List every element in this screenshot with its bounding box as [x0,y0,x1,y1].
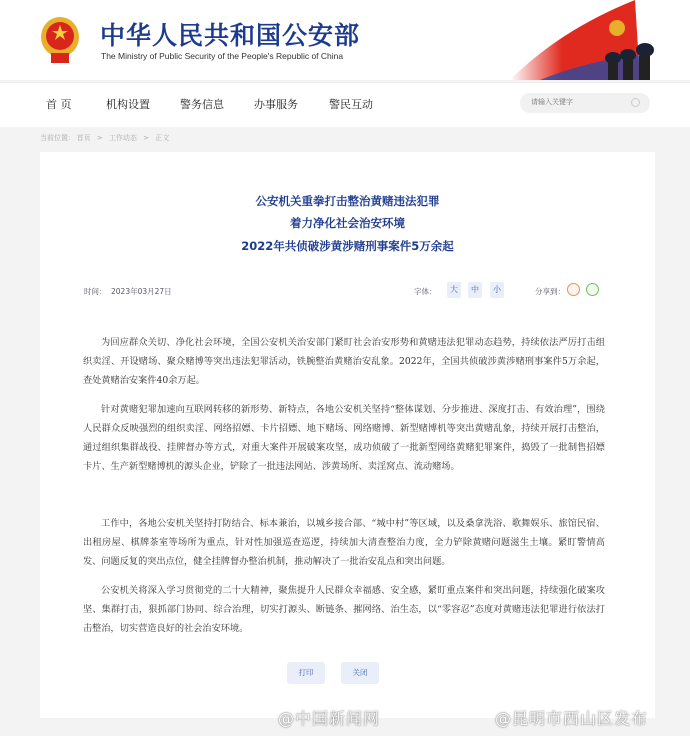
nav-services[interactable]: 办事服务 [254,98,298,111]
main-nav [0,82,690,127]
search-input[interactable] [531,98,631,106]
article-title-line: 公安机关重拳打击整治黄赌违法犯罪 [255,194,440,208]
nav-home[interactable]: 首 页 [46,98,72,111]
nav-interaction[interactable]: 警民互动 [329,98,373,111]
breadcrumb-current: 正文 [155,134,170,142]
font-size-label: 字体： [414,287,437,296]
article-paragraph: 工作中，各地公安机关坚持打防结合、标本兼治，以城乡接合部、“城中村”等区域，以及桑拿洗浴、歌舞娱乐、旅馆民宿、出租房屋、棋牌茶室等场所为重点，针对性加强巡查巡逻，持续加大清查整治力度，全力铲除黄赌问题滋生土壤。紧盯警情高发、问题反复的突出点位，健全挂牌督办整治机制，推动解决了一批治安乱点和突出问题。 [83,518,605,567]
font-small-button[interactable]: 小 [490,282,504,298]
search-icon[interactable] [631,98,640,107]
wechat-share-icon[interactable] [586,283,599,296]
breadcrumb-sep: > [96,134,103,142]
article-paragraph: 为回应群众关切、净化社会环境，全国公安机关治安部门紧盯社会治安形势和黄赌违法犯罪动态趋势，持续依法严厉打击组织卖淫、开设赌场、聚众赌博等突出违法犯罪活动，铁腕整治黄赌治安乱象。2022年，全国共侦破涉黄涉赌刑事案件5万余起，查处黄赌治安案件40余万起。 [83,337,605,386]
watermark: @昆明市西山区发布 [495,709,649,728]
close-button[interactable]: 关闭 [341,662,379,684]
date-label: 时间： [84,287,107,296]
breadcrumb-label: 当前位置: [40,134,71,142]
national-emblem-icon [38,15,83,65]
share-label: 分享到： [535,287,565,296]
breadcrumb [40,133,173,143]
watermark: @中国新闻网 [278,709,381,728]
print-button[interactable]: 打印 [287,662,325,684]
breadcrumb-home[interactable]: 首页 [76,134,91,142]
site-title: 中华人民共和国公安部 [100,21,361,50]
breadcrumb-work-news[interactable]: 工作动态 [108,134,137,142]
article-title-line: 2022年共侦破涉黄涉赌刑事案件5万余起 [241,239,454,253]
weibo-share-icon[interactable] [567,283,580,296]
font-medium-button[interactable]: 中 [468,282,482,298]
publish-date: 2023年03月27日 [111,287,172,296]
site-header [0,0,690,80]
breadcrumb-sep: > [143,134,150,142]
nav-police-info[interactable]: 警务信息 [180,98,224,111]
article-paragraph: 公安机关将深入学习贯彻党的二十大精神，聚焦提升人民群众幸福感、安全感，紧盯重点案件和突出问题，持续强化破案攻坚、集群打击，狠抓部门协同、综合治理，切实打源头、断链条、摧网络、治生态，以“零容忍”态度对黄赌违法犯罪进行依法打击整治，切实营造良好的社会治安环境。 [83,585,605,634]
search-box [520,93,650,113]
article-title-line: 着力净化社会治安环境 [290,216,405,230]
article-card [40,152,655,718]
site-subtitle: The Ministry of Public Security of the People's Republic of China [101,51,344,61]
article-paragraph: 针对黄赌犯罪加速向互联网转移的新形势、新特点，各地公安机关坚持“整体谋划、分步推进、深度打击、有效治理”，围绕人民群众反映强烈的组织卖淫、网络招嫖、卡片招嫖、地下赌场、网络赌博、新型赌博机等突出黄赌乱象，持续开展打击整治，通过组织集群战役、挂牌督办等方式，对重大案件开展破案攻坚，成功侦破了一批新型网络黄赌犯罪案件，捣毁了一批制售招嫖卡片、生产新型赌博机的源头企业，铲除了一批违法网站、涉黄场所、卖淫窝点、流动赌场。 [83,404,605,472]
nav-organization[interactable]: 机构设置 [106,98,150,111]
police-flag-banner [500,0,660,80]
font-large-button[interactable]: 大 [447,282,461,298]
